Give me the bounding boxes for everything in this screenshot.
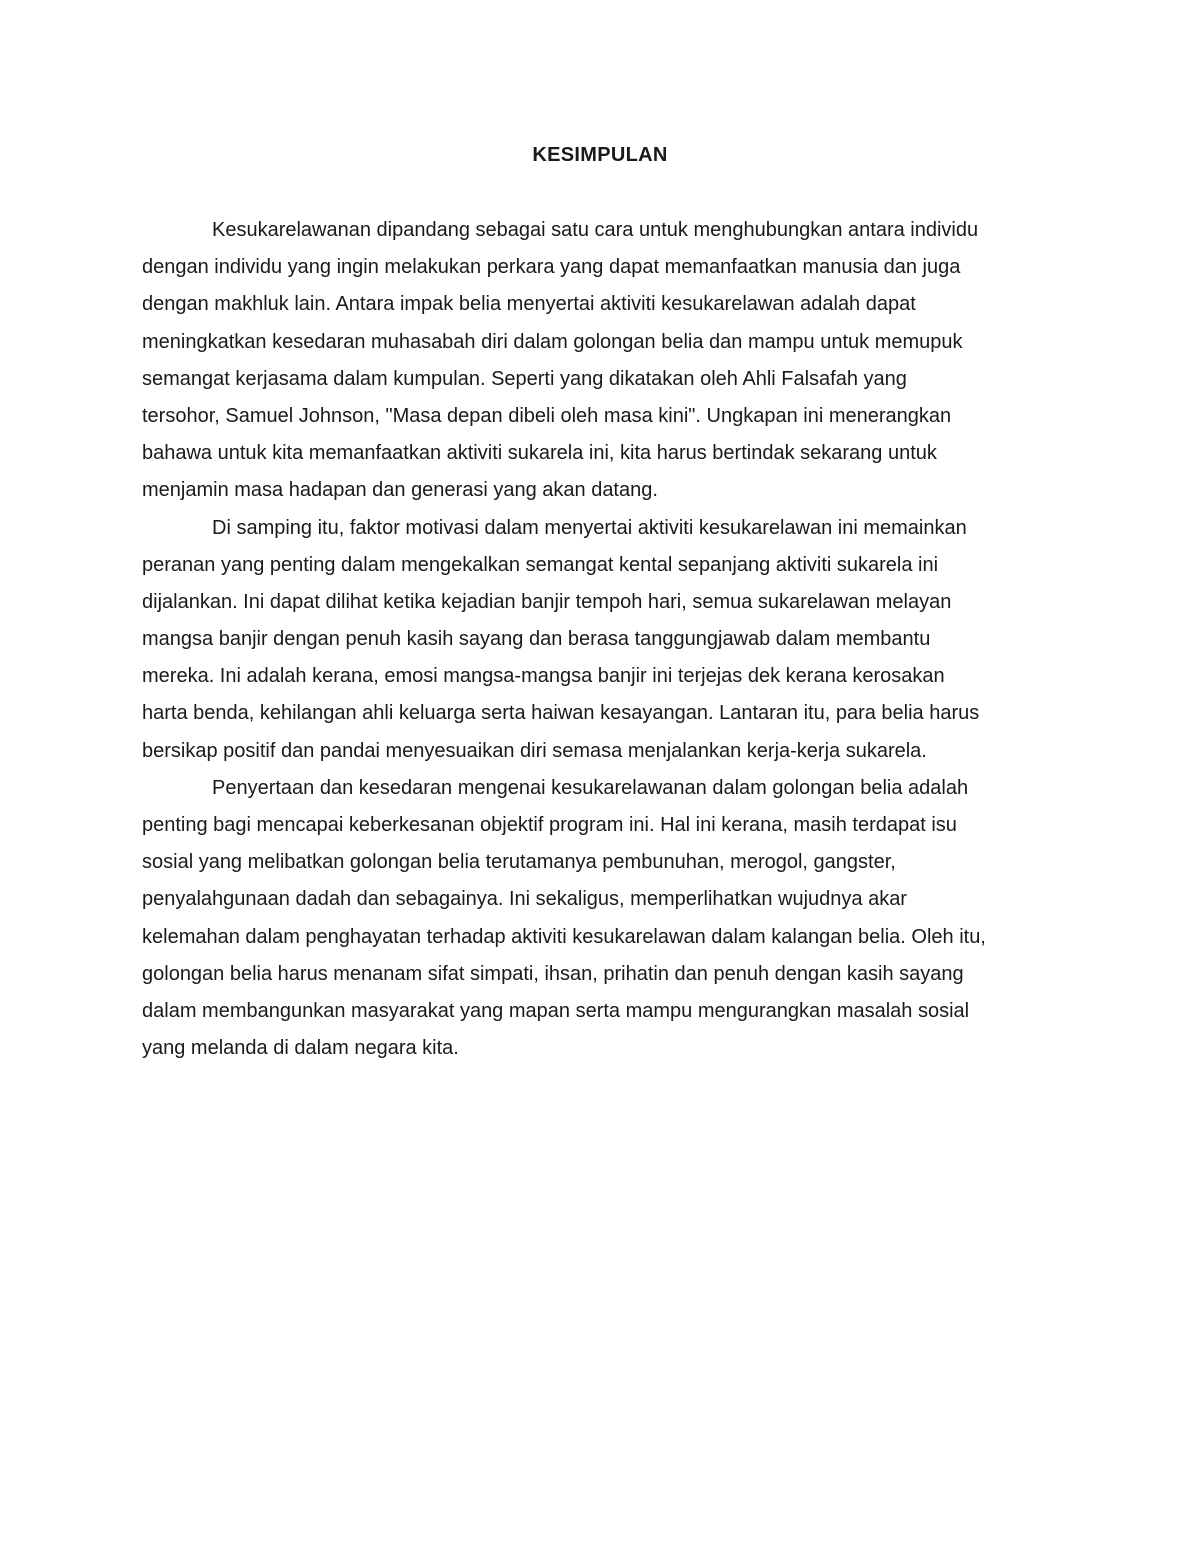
paragraph-line: dijalankan. Ini dapat dilihat ketika kejadian banjir tempoh hari, semua sukarelawan melayan [142,590,952,613]
paragraph-line: semangat kerjasama dalam kumpulan. Seperti yang dikatakan oleh Ahli Falsafah yang [142,367,907,390]
paragraph-1 [142,212,1066,510]
paragraph-line: yang melanda di dalam negara kita. [142,1037,459,1060]
paragraph-line: harta benda, kehilangan ahli keluarga serta haiwan kesayangan. Lantaran itu, para belia harus [142,702,980,725]
paragraph-line: penyalahgunaan dadah dan sebagainya. Ini sekaligus, memperlihatkan wujudnya akar [142,888,907,911]
paragraph-line: dalam membangunkan masyarakat yang mapan serta mampu mengurangkan masalah sosial [142,999,970,1022]
paragraph-line: peranan yang penting dalam mengekalkan semangat kental sepanjang aktiviti sukarela ini [142,553,939,576]
document-body [142,212,1066,1067]
paragraph-line: tersohor, Samuel Johnson, "Masa depan dibeli oleh masa kini". Ungkapan ini menerangkan [142,404,952,427]
paragraph-line: meningkatkan kesedaran muhasabah diri dalam golongan belia dan mampu untuk memupuk [142,330,963,353]
paragraph-line: mereka. Ini adalah kerana, emosi mangsa-mangsa banjir ini terjejas dek kerana kerosakan [142,665,945,688]
paragraph-line: bersikap positif dan pandai menyesuaikan diri semasa menjalankan kerja-kerja sukarela. [142,739,927,762]
paragraph-line: golongan belia harus menanam sifat simpati, ihsan, prihatin dan penuh dengan kasih sayang [142,962,964,985]
paragraph-2 [142,510,1066,770]
paragraph-line: Di samping itu, faktor motivasi dalam menyertai aktiviti kesukarelawan ini memainkan [212,516,967,539]
page-title: KESIMPULAN [532,144,668,166]
paragraph-line: bahawa untuk kita memanfaatkan aktiviti sukarela ini, kita harus bertindak sekarang untuk [142,442,937,465]
paragraph-line: kelemahan dalam penghayatan terhadap aktiviti kesukarelawan dalam kalangan belia. Oleh itu, [142,925,986,948]
paragraph-line: Penyertaan dan kesedaran mengenai kesukarelawanan dalam golongan belia adalah [212,776,969,799]
paragraph-3 [142,770,1066,1068]
paragraph-line: dengan makhluk lain. Antara impak belia menyertai aktiviti kesukarelawan adalah dapat [142,293,916,316]
paragraph-line: penting bagi mencapai keberkesanan objektif program ini. Hal ini kerana, masih terdapat isu [142,814,957,836]
paragraph-line: dengan individu yang ingin melakukan perkara yang dapat memanfaatkan manusia dan juga [142,256,961,279]
paragraph-line: menjamin masa hadapan dan generasi yang akan datang. [142,479,658,502]
paragraph-line: mangsa banjir dengan penuh kasih sayang dan berasa tanggungjawab dalam membantu [142,628,931,651]
paragraph-line: sosial yang melibatkan golongan belia terutamanya pembunuhan, merogol, gangster, [142,851,896,874]
paragraph-line: Kesukarelawanan dipandang sebagai satu cara untuk menghubungkan antara individu [212,219,979,241]
